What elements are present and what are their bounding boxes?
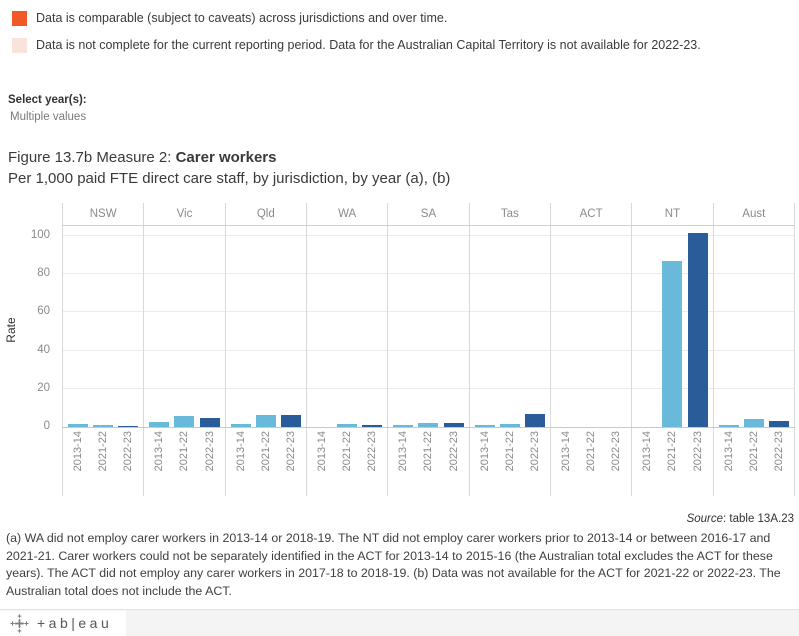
year-filter-label: Select year(s): [8, 94, 87, 106]
year-label-Qld-2022-23[interactable]: 2022-23 [284, 431, 297, 472]
bar-Aust-2021-22[interactable] [744, 419, 764, 427]
y-tick-60: 60 [37, 305, 50, 318]
column-header-Aust[interactable]: Aust [714, 203, 795, 225]
bar-Tas-2022-23[interactable] [525, 414, 545, 427]
figure-title-measure: Carer workers [175, 149, 277, 166]
column-Aust [714, 226, 795, 427]
bar-Aust-2013-14[interactable] [719, 425, 739, 428]
y-tick-100: 100 [30, 228, 50, 241]
year-labels-NT [632, 428, 713, 496]
year-label-Vic-2021-22[interactable]: 2021-22 [178, 431, 191, 472]
column-ACT [551, 226, 632, 427]
column-header-WA[interactable]: WA [307, 203, 388, 225]
year-label-Qld-2021-22[interactable]: 2021-22 [259, 431, 272, 472]
year-labels-Qld [226, 428, 307, 496]
bar-SA-2022-23[interactable] [444, 423, 464, 427]
year-label-NSW-2013-14[interactable]: 2013-14 [72, 431, 85, 472]
bar-Qld-2021-22[interactable] [256, 415, 276, 427]
year-label-WA-2013-14[interactable]: 2013-14 [316, 431, 329, 472]
jurisdiction-headers [62, 203, 795, 226]
bar-Vic-2021-22[interactable] [174, 416, 194, 427]
year-label-Aust-2022-23[interactable]: 2022-23 [772, 431, 785, 472]
year-label-NT-2021-22[interactable]: 2021-22 [666, 431, 679, 472]
bar-Tas-2013-14[interactable] [475, 425, 495, 428]
bar-Vic-2013-14[interactable] [149, 422, 169, 427]
carer-workers-bar-chart [0, 203, 799, 496]
column-header-Qld[interactable]: Qld [226, 203, 307, 225]
y-tick-20: 20 [37, 381, 50, 394]
year-labels-WA [307, 428, 388, 496]
year-label-Tas-2022-23[interactable]: 2022-23 [528, 431, 541, 472]
year-labels-Tas [470, 428, 551, 496]
column-header-SA[interactable]: SA [388, 203, 469, 225]
column-Tas [470, 226, 551, 427]
bar-Qld-2013-14[interactable] [231, 424, 251, 427]
y-tick-40: 40 [37, 343, 50, 356]
y-tick-0: 0 [43, 420, 50, 432]
year-label-SA-2022-23[interactable]: 2022-23 [447, 431, 460, 472]
bar-NT-2022-23[interactable] [688, 233, 708, 427]
year-label-NT-2013-14[interactable]: 2013-14 [641, 431, 654, 472]
year-filter [8, 94, 799, 123]
year-labels-SA [388, 428, 469, 496]
year-label-SA-2013-14[interactable]: 2013-14 [397, 431, 410, 472]
year-label-ACT-2021-22[interactable]: 2021-22 [585, 431, 598, 472]
tableau-wordmark: +ab|eau [37, 615, 113, 631]
year-label-Aust-2013-14[interactable]: 2013-14 [722, 431, 735, 472]
year-label-Vic-2022-23[interactable]: 2022-23 [203, 431, 216, 472]
column-NT [632, 226, 713, 427]
bar-Tas-2021-22[interactable] [500, 424, 520, 427]
year-label-Tas-2021-22[interactable]: 2021-22 [503, 431, 516, 472]
column-NSW [62, 226, 144, 427]
y-tick-80: 80 [37, 267, 50, 280]
year-labels-ACT [551, 428, 632, 496]
tableau-footer-bar [0, 609, 799, 636]
year-label-Tas-2013-14[interactable]: 2013-14 [478, 431, 491, 472]
column-WA [307, 226, 388, 427]
year-label-Qld-2013-14[interactable]: 2013-14 [234, 431, 247, 472]
figure-title-prefix: Figure 13.7b Measure 2: [8, 149, 176, 166]
bar-NSW-2021-22[interactable] [93, 425, 113, 427]
bar-Vic-2022-23[interactable] [200, 418, 220, 427]
bar-Aust-2022-23[interactable] [769, 421, 789, 427]
year-label-ACT-2013-14[interactable]: 2013-14 [560, 431, 573, 472]
year-labels-Aust [714, 428, 795, 496]
legend-item-comparable [12, 10, 799, 27]
bar-WA-2021-22[interactable] [337, 424, 357, 427]
year-label-Aust-2021-22[interactable]: 2021-22 [747, 431, 760, 472]
figure-title-block [8, 147, 799, 189]
year-labels-NSW [62, 428, 144, 496]
year-label-WA-2022-23[interactable]: 2022-23 [366, 431, 379, 472]
y-axis-title: Rate [4, 317, 18, 343]
year-label-Vic-2013-14[interactable]: 2013-14 [153, 431, 166, 472]
bar-NT-2021-22[interactable] [662, 261, 682, 427]
column-header-Vic[interactable]: Vic [144, 203, 225, 225]
year-label-ACT-2022-23[interactable]: 2022-23 [610, 431, 623, 472]
legend-comparable-label: Data is comparable (subject to caveats) across jurisdictions and over time. [36, 11, 448, 25]
tableau-mark-icon [10, 614, 29, 633]
column-Qld [226, 226, 307, 427]
year-label-NT-2022-23[interactable]: 2022-23 [691, 431, 704, 472]
y-axis-ticks [0, 225, 56, 432]
year-axis-labels [62, 428, 795, 496]
comparable-swatch-icon [12, 11, 27, 26]
source-word: Source [686, 513, 724, 525]
column-header-NT[interactable]: NT [632, 203, 713, 225]
bar-NSW-2022-23[interactable] [118, 426, 138, 428]
footnote: (a) WA did not employ carer workers in 2013-14 or 2018-19. The NT did not employ carer workers prior to 2013-14 or between 2016-17 and 2021-21. Carer workers could not be separately identified in the ACT for 2013-14 to 2015-16 (the Australian total excludes the ACT for these years). The ACT did not employ any carer workers in 2017-18 to 2018-19. (b) Data was not available for the ACT for 2021-22 or 2022-23. The Australian total does not include the ACT. [6, 531, 781, 598]
legend-incomplete-label: Data is not complete for the current reporting period. Data for the Australian Capital Territory is not available for 2022-23. [36, 38, 701, 52]
source-line [687, 513, 794, 525]
bar-Qld-2022-23[interactable] [281, 415, 301, 427]
plot-body [62, 226, 795, 428]
year-label-SA-2021-22[interactable]: 2021-22 [422, 431, 435, 472]
bar-SA-2013-14[interactable] [393, 425, 413, 428]
bar-SA-2021-22[interactable] [418, 423, 438, 427]
data-quality-legend [12, 10, 799, 54]
tableau-logo[interactable] [0, 611, 126, 636]
year-label-WA-2021-22[interactable]: 2021-22 [341, 431, 354, 472]
year-labels-Vic [144, 428, 225, 496]
source-ref: : table 13A.23 [723, 513, 794, 525]
year-label-NSW-2022-23[interactable]: 2022-23 [122, 431, 135, 472]
incomplete-swatch-icon [12, 38, 27, 53]
bar-WA-2022-23[interactable] [362, 425, 382, 427]
figure-title [8, 147, 799, 168]
year-label-NSW-2021-22[interactable]: 2021-22 [97, 431, 110, 472]
figure-subtitle: Per 1,000 paid FTE direct care staff, by jurisdiction, by year (a), (b) [8, 170, 451, 187]
column-Vic [144, 226, 225, 427]
bar-columns [62, 226, 795, 427]
plot-area [62, 203, 795, 496]
column-header-Tas[interactable]: Tas [470, 203, 551, 225]
column-header-NSW[interactable]: NSW [62, 203, 144, 225]
legend-item-incomplete [12, 37, 799, 54]
bar-NSW-2013-14[interactable] [68, 424, 88, 427]
column-header-ACT[interactable]: ACT [551, 203, 632, 225]
year-filter-value[interactable]: Multiple values [10, 111, 87, 123]
column-SA [388, 226, 469, 427]
